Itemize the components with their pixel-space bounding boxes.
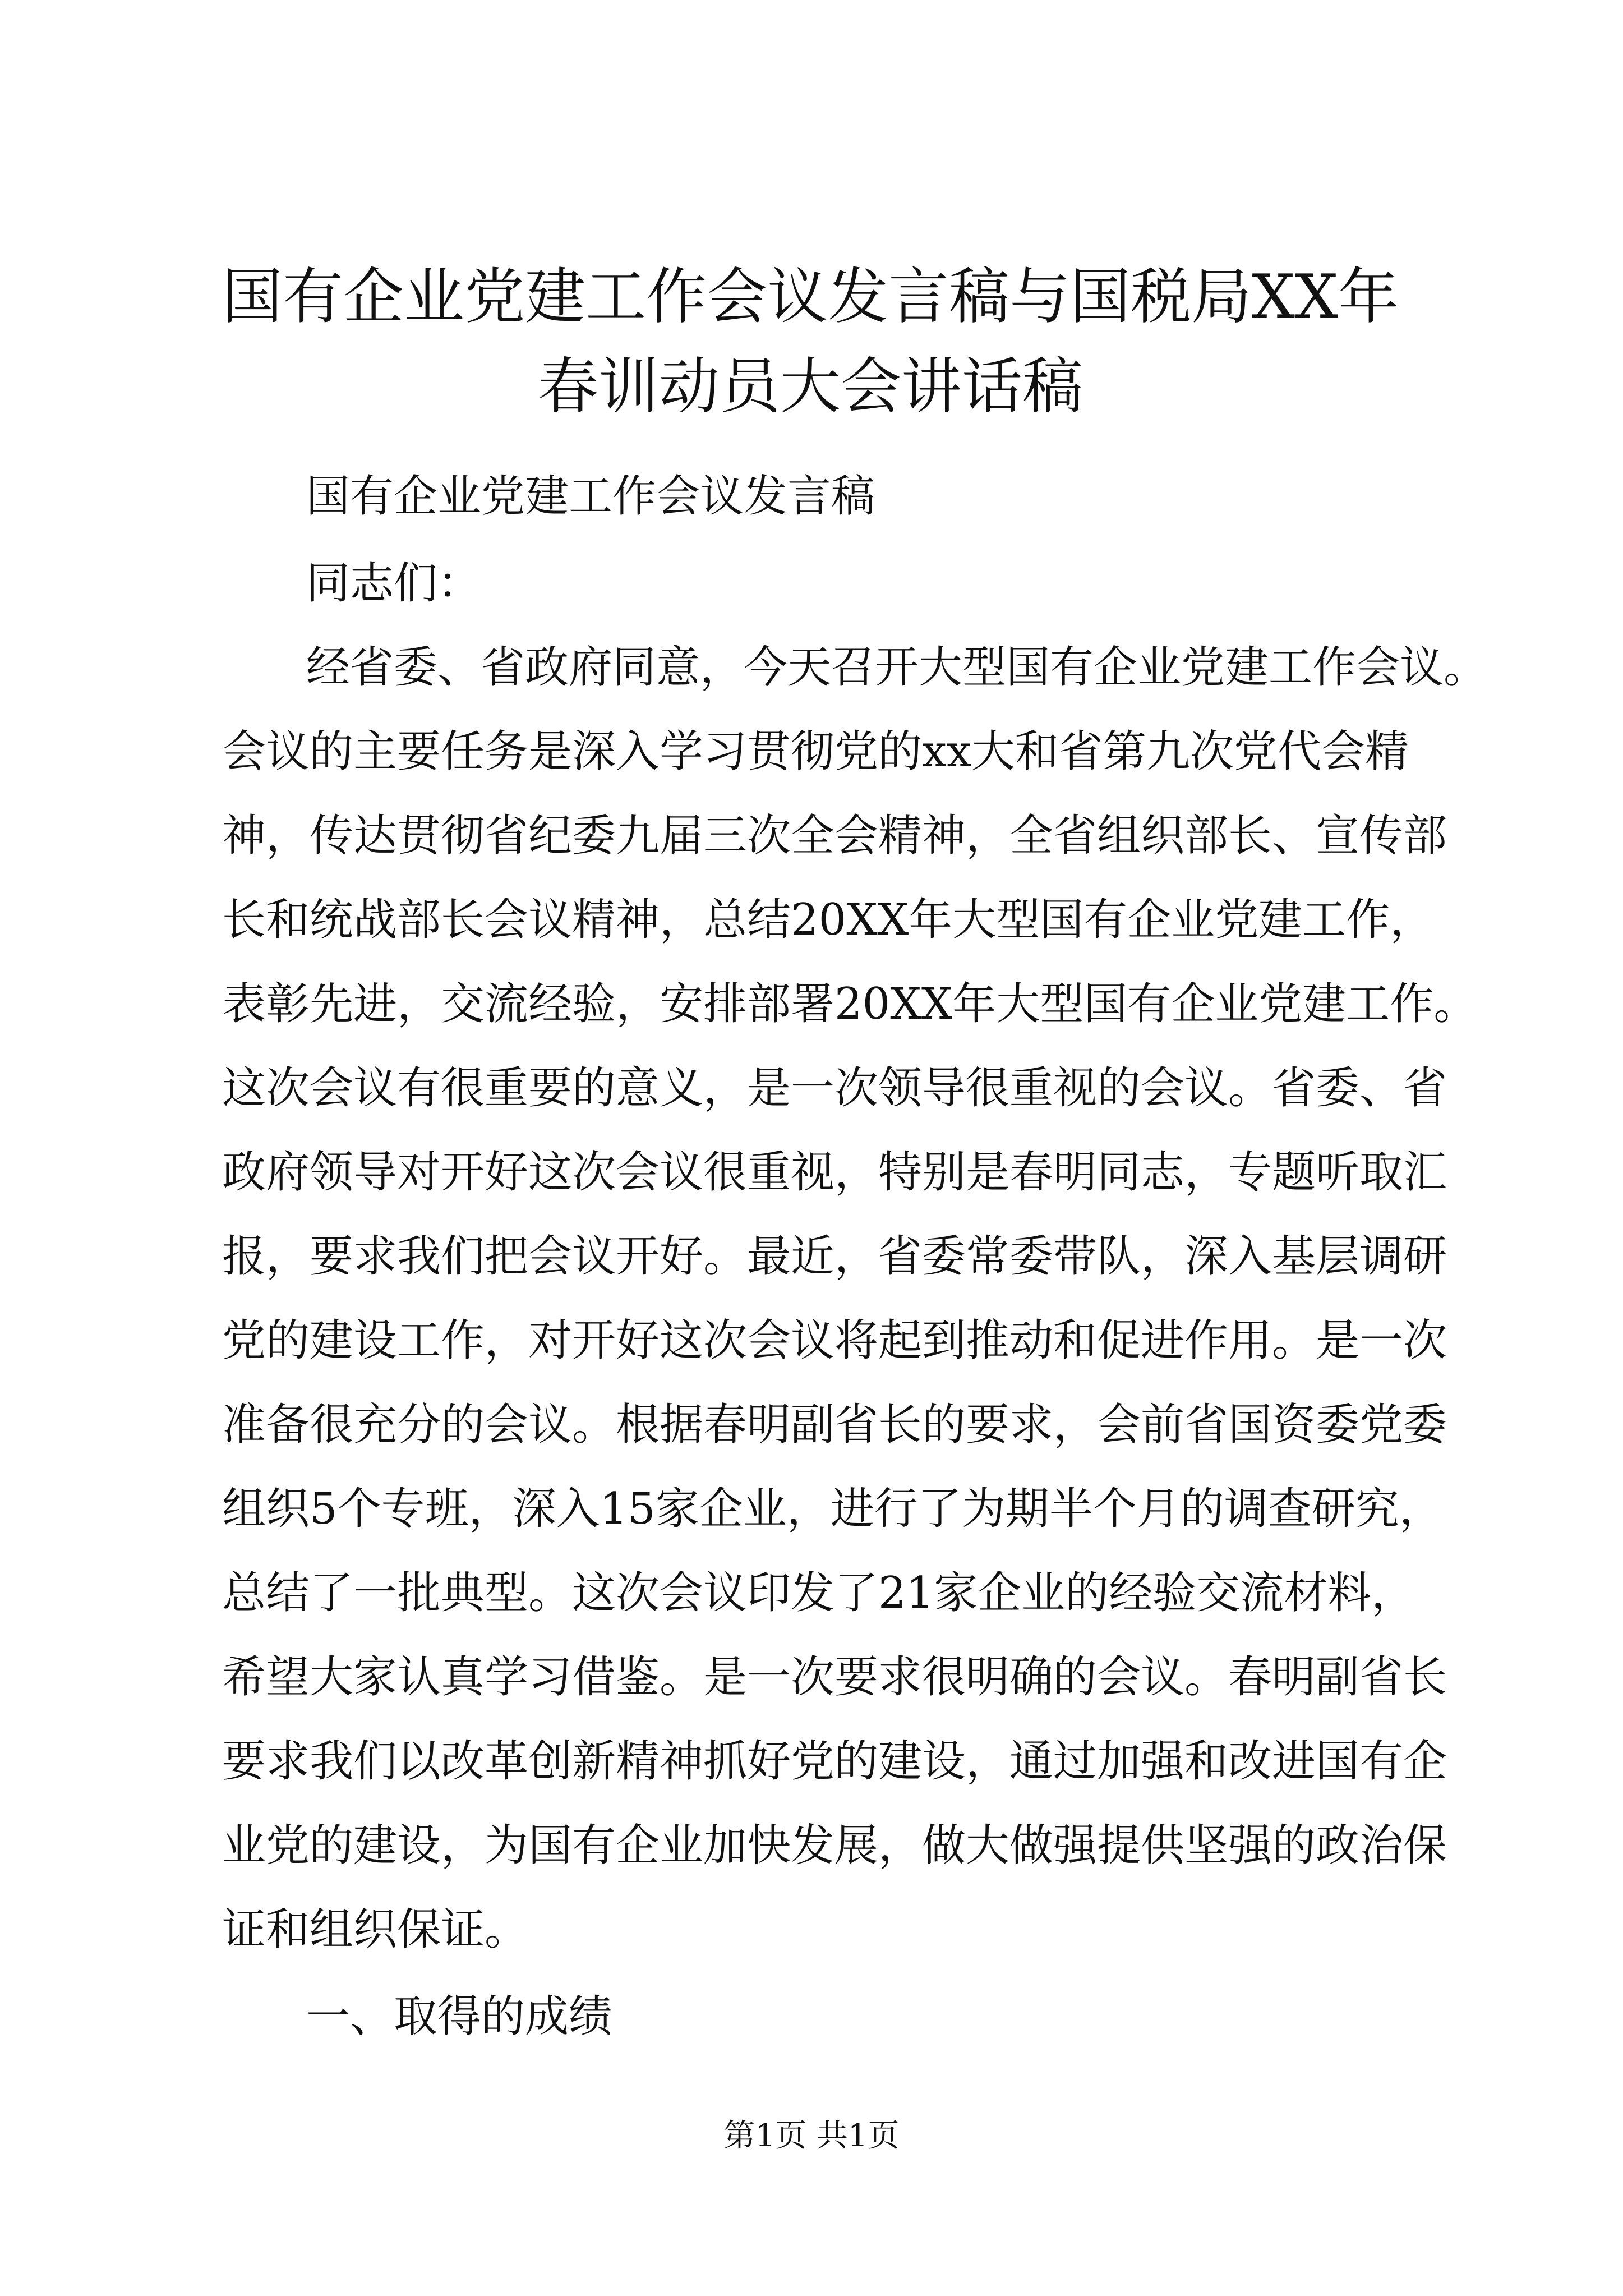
paragraph-line: 长和统战部长会议精神，总结20XX年大型国有企业党建工作， — [222, 895, 1434, 945]
paragraph-line: 总结了一批典型。这次会议印发了21家企业的经验交流材料， — [222, 1568, 1415, 1618]
paragraph-line: 神，传达贯彻省纪委九届三次全会精神，全省组织部长、宣传部 — [222, 811, 1447, 861]
title-line-2: 春训动员大会讲话稿 — [537, 352, 1083, 422]
paragraph-line: 准备很充分的会议。根据春明副省长的要求，会前省国资委党委 — [222, 1400, 1447, 1450]
paragraph-line: 希望大家认真学习借鉴。是一次要求很明确的会议。春明副省长 — [222, 1652, 1447, 1703]
section-heading: 一、取得的成绩 — [306, 1991, 613, 2042]
paragraph-line: 党的建设工作，对开好这次会议将起到推动和促进作用。是一次 — [222, 1315, 1447, 1366]
paragraph-line: 这次会议有很重要的意义，是一次领导很重视的会议。省委、省 — [222, 1063, 1447, 1114]
paragraph-line: 政府领导对开好这次会议很重视，特别是春明同志，专题听取汇 — [222, 1147, 1447, 1198]
title-line-1: 国有企业党建工作会议发言稿与国税局XX年 — [222, 262, 1399, 332]
paragraph-line: 报，要求我们把会议开好。最近，省委常委带队，深入基层调研 — [222, 1231, 1447, 1282]
paragraph-line: 经省委、省政府同意，今天召开大型国有企业党建工作会议。 — [306, 642, 1488, 693]
paragraph-line: 证和组织保证。 — [222, 1904, 529, 1955]
paragraph-line: 会议的主要任务是深入学习贯彻党的xx大和省第九次党代会精 — [222, 726, 1409, 777]
salutation: 同志们： — [306, 558, 482, 609]
paragraph-line: 表彰先进，交流经验，安排部署20XX年大型国有企业党建工作。 — [222, 979, 1478, 1029]
paragraph-line: 组织5个专班，深入15家企业，进行了为期半个月的调查研究， — [222, 1484, 1443, 1534]
document-title — [213, 252, 1408, 432]
page-number: 第1页 共1页 — [723, 2118, 900, 2154]
subtitle: 国有企业党建工作会议发言稿 — [306, 471, 875, 522]
paragraph-line: 要求我们以改革创新精神抓好党的建设，通过加强和改进国有企 — [222, 1736, 1447, 1787]
paragraph-line: 业党的建设，为国有企业加快发展，做大做强提供坚强的政治保 — [222, 1820, 1447, 1871]
